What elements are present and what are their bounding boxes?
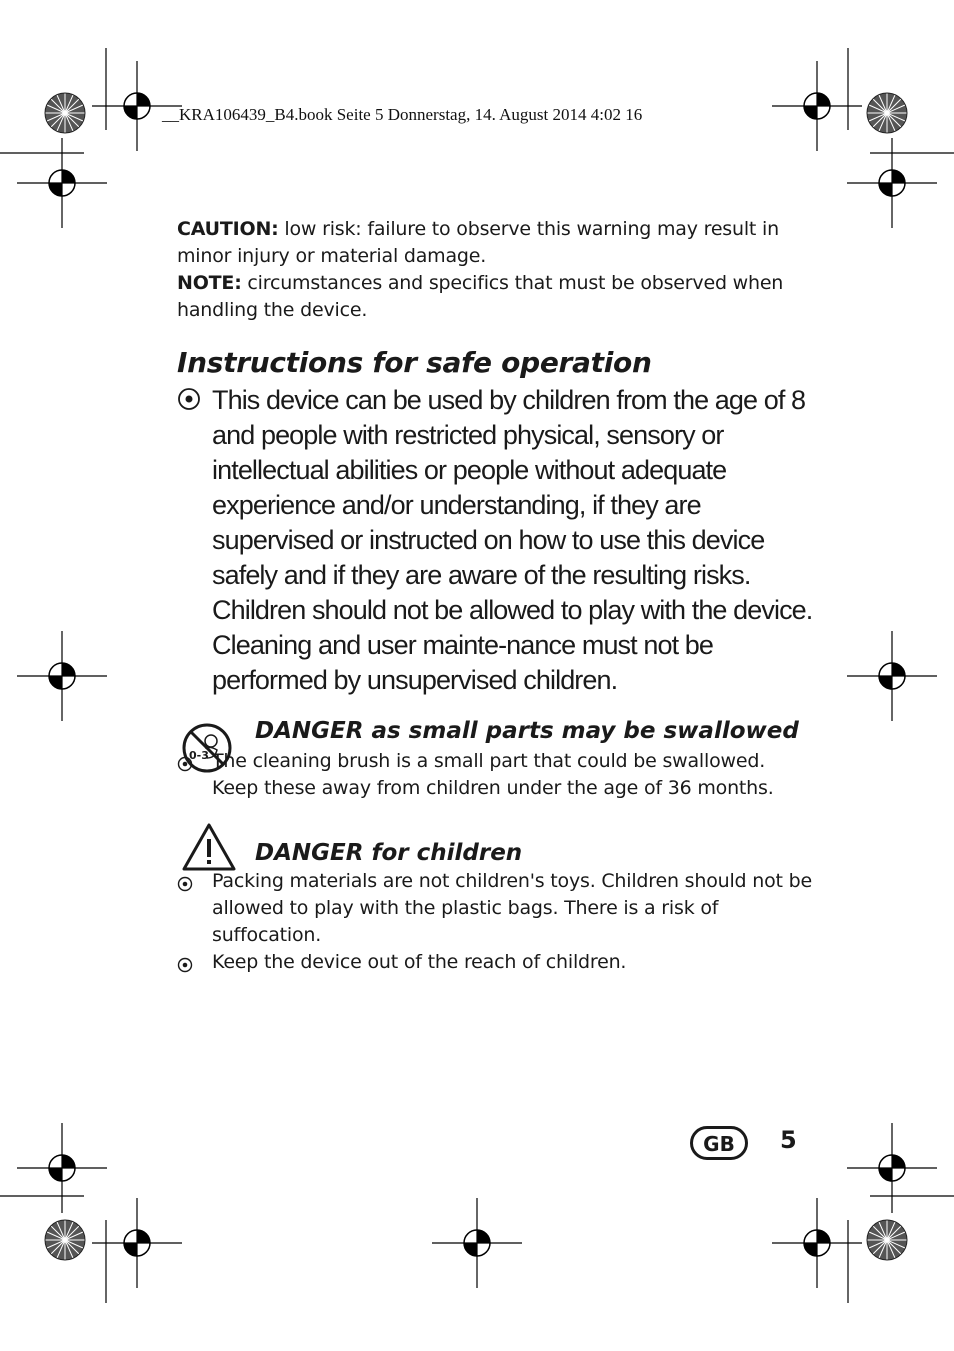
- section-title: Instructions for safe operation: [177, 346, 652, 379]
- caution-text: low risk: failure to observe this warning may result in minor injury or material damage.: [177, 218, 779, 267]
- reach-of-children-text: Keep the device out of the reach of children.: [212, 951, 627, 973]
- country-badge: [690, 1126, 748, 1160]
- small-parts-text: The cleaning brush is a small part that could be swallowed. Keep these away from children under the age of 36 months.: [212, 750, 774, 799]
- country-code: GB: [703, 1132, 735, 1156]
- age-label: 0-3: [189, 749, 209, 762]
- caution-paragraph: [177, 216, 817, 270]
- circled-dot-icon: [177, 753, 193, 780]
- caution-label: CAUTION:: [177, 218, 279, 240]
- page-content: [177, 216, 817, 976]
- circled-dot-icon: [177, 385, 201, 420]
- note-text: circumstances and specifics that must be observed when handling the device.: [177, 272, 784, 321]
- list-item: [177, 383, 817, 698]
- danger-small-parts-heading: [177, 716, 817, 762]
- packing-materials-text: Packing materials are not children's toys. Children should not be allowed to play with the plastic bags. There is a risk of suffocation.: [212, 870, 812, 946]
- note-paragraph: [177, 270, 817, 324]
- danger-children-heading: [177, 838, 817, 868]
- print-header: __KRA106439_B4.book Seite 5 Donnerstag, 14. August 2014 4:02 16: [162, 105, 643, 124]
- page-number: 5: [780, 1126, 797, 1154]
- list-item: [177, 748, 817, 802]
- danger-children-title: DANGER for children: [255, 840, 523, 866]
- list-item: [177, 949, 817, 976]
- safe-operation-text: This device can be used by children from the age of 8 and people with restricted physical, sensory or intellectual abilities or people without adequate experience and/or understanding, if they are supervised or instructed on how to use this device safely and if they are aware of the resulting risks. Children should not be allowed to play with the device. Cleaning and user mainte-nance must not be performed by unsupervised children.: [212, 385, 813, 695]
- list-item: [177, 868, 817, 949]
- note-label: NOTE:: [177, 272, 242, 294]
- circled-dot-icon: [177, 873, 193, 900]
- danger-small-parts-title: DANGER as small parts may be swallowed: [255, 718, 799, 744]
- circled-dot-icon: [177, 954, 193, 981]
